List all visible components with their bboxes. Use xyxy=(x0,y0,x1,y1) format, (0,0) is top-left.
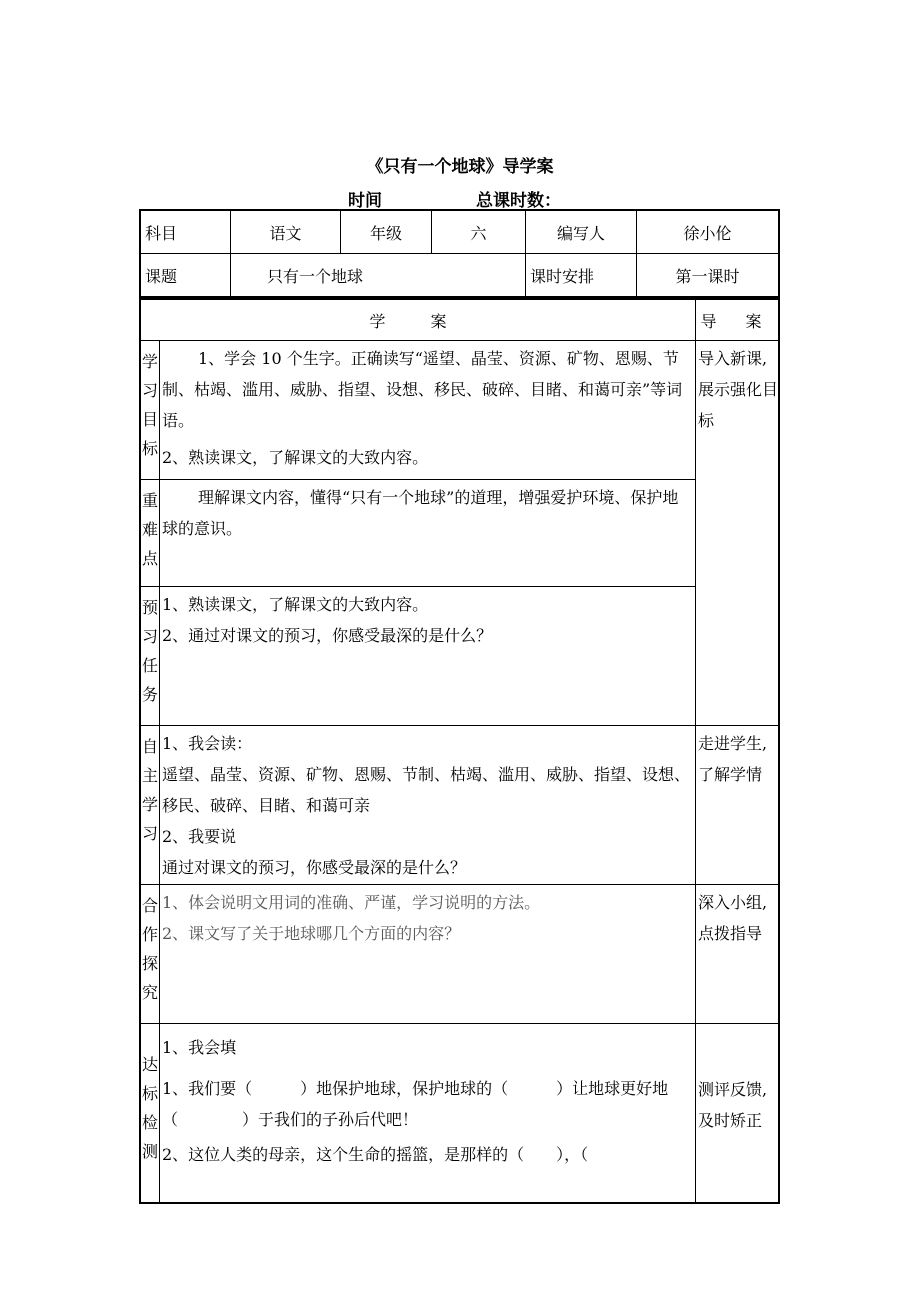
plan-table xyxy=(139,298,780,1204)
coop-guide: 深入小组,点拨指导 xyxy=(696,885,780,1024)
goals-line-1: 1、学会 10 个生字。正确读写“遥望、晶莹、资源、矿物、恩赐、节制、枯竭、滥用、威胁、指望、设想、移民、破碎、目睹、和蔼可亲”等词语。 xyxy=(162,349,683,430)
preview-label: 预 习 任 务 xyxy=(140,587,160,726)
subtitle xyxy=(348,186,581,210)
topic-value: 只有一个地球 xyxy=(231,254,526,298)
info-table xyxy=(139,209,780,298)
self-line-1: 1、我会读： xyxy=(162,734,253,753)
page-title: 《只有一个地球》导学案 xyxy=(366,157,554,177)
self-guide: 走进学生,了解学情 xyxy=(696,726,780,885)
total-label: 总课时数： xyxy=(476,191,561,211)
grade-value: 六 xyxy=(432,210,526,254)
schedule-value: 第一课时 xyxy=(637,254,780,298)
goals-guide: 导入新课,展示强化目标 xyxy=(696,341,780,726)
goals-content xyxy=(160,341,696,480)
key-label: 重 难 点 xyxy=(140,480,160,587)
self-label: 自 主 学 习 xyxy=(140,726,160,885)
key-text: 理解课文内容，懂得“只有一个地球”的道理，增强爱护环境、保护地球的意识。 xyxy=(162,488,679,538)
self-line-2: 遥望、晶莹、资源、矿物、恩赐、节制、枯竭、滥用、威胁、指望、设想、移民、破碎、目睹、和蔼可亲 xyxy=(162,765,691,815)
test-content xyxy=(160,1024,696,1204)
subject-label: 科目 xyxy=(140,210,231,254)
test-line-2: 1、我们要（ ）地保护地球，保护地球的（ ）让地球更好地（ ）于我们的子孙后代吧！ xyxy=(162,1079,669,1129)
coop-line-1: 1、体会说明文用词的准确、严谨，学习说明的方法。 xyxy=(162,893,541,912)
test-guide: 测评反馈,及时矫正 xyxy=(696,1024,780,1204)
topic-label: 课题 xyxy=(140,254,231,298)
coop-line-2: 2、课文写了关于地球哪几个方面的内容？ xyxy=(162,924,461,943)
grade-label: 年级 xyxy=(341,210,432,254)
coop-label: 合 作 探 究 xyxy=(140,885,160,1024)
test-line-3: 2、这位人类的母亲，这个生命的摇篮，是那样的（ ），（ xyxy=(162,1145,589,1164)
schedule-label: 课时安排 xyxy=(526,254,637,298)
goals-line-2: 2、熟读课文，了解课文的大致内容。 xyxy=(162,448,429,467)
test-label: 达 标 检 测 xyxy=(140,1024,160,1204)
author-value: 徐小伦 xyxy=(637,210,780,254)
study-header: 学 案 xyxy=(140,299,696,341)
self-line-3: 2、我要说 xyxy=(162,827,237,846)
goals-label: 学 习 目 标 xyxy=(140,341,160,480)
self-content xyxy=(160,726,696,885)
author-label: 编写人 xyxy=(526,210,637,254)
time-label: 时间 xyxy=(348,191,382,211)
guide-header: 导 案 xyxy=(696,299,780,341)
preview-content xyxy=(160,587,696,726)
self-line-4: 通过对课文的预习，你感受最深的是什么？ xyxy=(162,858,467,877)
key-content xyxy=(160,480,696,587)
subject-value: 语文 xyxy=(231,210,341,254)
coop-content xyxy=(160,885,696,1024)
preview-line-2: 2、通过对课文的预习，你感受最深的是什么？ xyxy=(162,626,493,645)
preview-line-1: 1、熟读课文，了解课文的大致内容。 xyxy=(162,595,429,614)
test-line-1: 1、我会填 xyxy=(162,1038,237,1057)
